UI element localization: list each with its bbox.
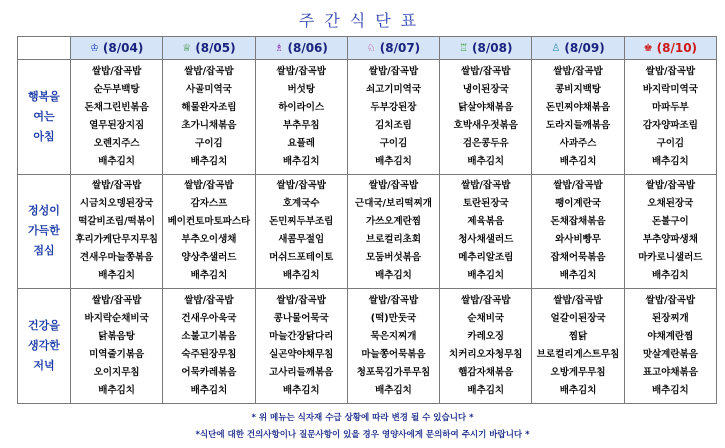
menu-item: 오렌지주스: [93, 137, 140, 149]
menu-item: 쌀밥/잡곡밥: [645, 65, 696, 77]
menu-item: 마카로니샐러드: [638, 252, 703, 264]
menu-item: 잡채어묵볶음: [550, 252, 606, 264]
menu-item: 시금치오뎅된장국: [79, 198, 154, 210]
menu-item: 새콤무절임: [278, 234, 325, 246]
menu-item: 쌀밥/잡곡밥: [184, 180, 234, 192]
menu-item: 건새우아욱국: [181, 313, 237, 325]
meal-label-line: 점심: [33, 244, 55, 258]
meal-label-line: 건강을: [28, 319, 60, 333]
day-header: [255, 37, 347, 60]
menu-cell: [163, 60, 255, 175]
menu-item: 마파두부: [651, 101, 689, 113]
menu-item: 메추리알조림: [458, 252, 514, 264]
page-title: 주간식단표: [298, 11, 427, 30]
menu-item: 바지락미역국: [642, 83, 698, 95]
day-icon: ♙: [551, 43, 561, 54]
menu-item: 표고야채볶음: [642, 367, 698, 379]
menu-item: 감자스프: [190, 198, 228, 210]
menu-item: 김치조림: [375, 119, 412, 131]
meal-label-line: 행복을: [28, 89, 60, 103]
menu-item: 부추양파생채: [642, 234, 698, 246]
day-label: (8/07): [379, 41, 421, 55]
menu-item: 쌀밥/잡곡밥: [368, 295, 419, 307]
menu-item: 쌀밥/잡곡밥: [276, 65, 326, 77]
menu-item: 어묵카레볶음: [181, 367, 237, 379]
menu-item: 쌀밥/잡곡밥: [461, 180, 511, 192]
header-row: [18, 37, 717, 60]
day-header: [347, 37, 439, 60]
menu-item: 닭볶음탕: [98, 331, 135, 343]
menu-cell: [532, 60, 624, 175]
meal-row: [18, 289, 717, 404]
menu-item: 배추김치: [282, 385, 320, 397]
menu-cell: [440, 289, 532, 404]
menu-item: 쌀밥/잡곡밥: [461, 65, 511, 77]
menu-body: [18, 60, 717, 404]
menu-item: 사과주스: [559, 137, 597, 149]
menu-item: 견새우마늘쫑볶음: [79, 252, 154, 264]
menu-item: 청포묵김가루무침: [356, 367, 431, 379]
menu-item: 검은콩두유: [462, 137, 509, 149]
menu-cell: [624, 289, 716, 404]
menu-cell: [71, 60, 163, 175]
menu-item: 가쓰오계란찜: [365, 216, 422, 228]
menu-cell: [163, 174, 255, 289]
menu-item: 쌀밥/잡곡밥: [91, 65, 142, 77]
menu-item: 와사비빵무: [555, 234, 601, 246]
menu-item: 배추김치: [98, 270, 135, 282]
menu-item: 배추김치: [190, 385, 228, 397]
menu-item: 배추김치: [559, 270, 597, 282]
menu-item: 오채된장국: [647, 198, 694, 210]
menu-item: 베이컨토마토파스타: [167, 216, 251, 228]
menu-item: 묵은지찌개: [370, 331, 417, 343]
menu-item: 감자양파조림: [642, 119, 698, 131]
menu-item: 배추김치: [559, 385, 597, 397]
menu-item: 오방게무무침: [550, 367, 606, 379]
menu-item: 쌀밥/잡곡밥: [461, 295, 511, 307]
day-header: [624, 37, 716, 60]
meal-label-line: 생각한: [28, 339, 60, 353]
menu-item: 쌀밥/잡곡밥: [91, 295, 142, 307]
menu-cell: [532, 174, 624, 289]
menu-cell: [624, 60, 716, 175]
menu-item: 쌀밥/잡곡밥: [553, 295, 603, 307]
menu-item: 열무된장지짐: [89, 119, 145, 131]
menu-item: 마늘간장닭다리: [269, 331, 334, 343]
menu-cell: [255, 60, 347, 175]
menu-item: 배추김치: [467, 385, 505, 397]
menu-item: 쌀밥/잡곡밥: [368, 65, 419, 77]
notice-text: * 위 메뉴는 식자재 수급 상황에 따라 변경 될 수 있습니다 *: [251, 413, 474, 423]
day-header: [163, 37, 255, 60]
menu-item: 돈채그린빈볶음: [84, 101, 149, 113]
menu-item: 요플레: [287, 137, 315, 149]
menu-item: 돈볼구이: [651, 216, 689, 228]
menu-item: 고사리들깨볶음: [269, 367, 334, 379]
menu-item: 초가니채볶음: [181, 119, 237, 131]
menu-item: 바지락순채비국: [84, 313, 149, 325]
day-label: (8/08): [472, 41, 513, 55]
menu-item: 호계국수: [282, 198, 320, 210]
menu-item: 마늘쫑어묵볶음: [361, 349, 426, 361]
menu-item: 호박새우젓볶음: [453, 119, 518, 131]
meal-label: [18, 289, 71, 404]
meal-label-line: 저녁: [33, 359, 55, 373]
menu-item: 배추김치: [98, 385, 135, 397]
menu-item: 쌀밥/잡곡밥: [276, 180, 326, 192]
menu-item: 사골미역국: [185, 83, 232, 95]
menu-cell: [71, 174, 163, 289]
day-header: [532, 37, 624, 60]
menu-item: 청사채샐러드: [458, 234, 514, 246]
menu-item: 미역줄기볶음: [89, 349, 145, 361]
menu-item: 닭살야채볶음: [458, 101, 514, 113]
menu-cell: [347, 174, 439, 289]
menu-item: 야채계란찜: [647, 331, 694, 343]
day-label: (8/06): [287, 41, 328, 55]
meal-row: [18, 60, 717, 175]
menu-item: 구이김: [195, 137, 223, 149]
menu-item: 버섯탕: [287, 83, 315, 95]
menu-cell: [71, 289, 163, 404]
menu-item: 배추김치: [651, 270, 689, 282]
menu-item: 모둠버섯볶음: [365, 252, 422, 264]
menu-item: 배추김치: [375, 385, 412, 397]
menu-item: 쇠고기미역국: [365, 83, 422, 95]
menu-item: 오이지무침: [93, 367, 140, 379]
menu-item: 구이김: [379, 137, 408, 149]
menu-item: 돈민찌두부조림: [269, 216, 334, 228]
menu-item: 찜닭: [568, 331, 588, 343]
menu-item: 배추김치: [651, 385, 689, 397]
meal-label: [18, 174, 71, 289]
menu-cell: [440, 174, 532, 289]
menu-item: 쌀밥/잡곡밥: [553, 65, 603, 77]
inquiry-notice-text: *식단에 대한 건의사항이나 질문사항이 있을 경우 영양사에게 문의하여 주시기 바랍니다 *: [195, 430, 530, 440]
menu-cell: [255, 289, 347, 404]
menu-item: 배추김치: [190, 270, 228, 282]
menu-item: 브로컬리초회: [365, 234, 422, 246]
menu-item: 치커리오자청무침: [449, 349, 523, 361]
menu-item: 쌀밥/잡곡밥: [276, 295, 326, 307]
menu-item: 쌀밥/잡곡밥: [553, 180, 603, 192]
menu-item: 팽이계란국: [555, 198, 601, 210]
menu-item: 쌀밥/잡곡밥: [645, 295, 696, 307]
menu-item: 배추김치: [467, 270, 505, 282]
menu-item: 콩나물어묵국: [273, 313, 329, 325]
menu-item: 돈채잡채볶음: [550, 216, 606, 228]
menu-item: 배추김치: [375, 270, 412, 282]
menu-item: 쌀밥/잡곡밥: [645, 180, 696, 192]
day-icon: ♖: [459, 43, 469, 54]
menu-item: 쌀밥/잡곡밥: [368, 180, 419, 192]
meal-label: [18, 60, 71, 175]
menu-item: 브로컬리게스트무침: [536, 349, 620, 361]
menu-item: 햄감자채볶음: [458, 367, 514, 379]
meal-label-line: 여는: [33, 109, 55, 123]
menu-item: 쌀밥/잡곡밥: [184, 295, 234, 307]
menu-item: 배추김치: [651, 155, 689, 167]
menu-item: 도라지들깨볶음: [545, 119, 611, 131]
menu-cell: [532, 289, 624, 404]
day-header: [440, 37, 532, 60]
meal-label-line: 아침: [33, 129, 55, 143]
day-icon: ♗: [274, 43, 284, 54]
day-header: [71, 37, 163, 60]
menu-cell: [624, 174, 716, 289]
menu-item: 배추김치: [282, 270, 320, 282]
meal-label-line: 정성이: [28, 204, 60, 218]
menu-item: 배추김치: [375, 155, 412, 167]
menu-item: 토란된장국: [462, 198, 509, 210]
menu-item: 두부강된장: [370, 101, 417, 113]
day-icon: ♕: [182, 43, 192, 54]
menu-cell: [347, 289, 439, 404]
menu-cell: [163, 289, 255, 404]
menu-item: 콩비지백탕: [555, 83, 601, 95]
menu-item: 배추김치: [98, 155, 135, 167]
menu-item: 떡갈비조림/떡볶이: [78, 216, 156, 228]
menu-item: 순두부백탕: [93, 83, 140, 95]
day-icon: ♘: [366, 43, 376, 54]
menu-item: 배추김치: [467, 155, 505, 167]
weekly-menu-table: [17, 36, 717, 404]
menu-cell: [440, 60, 532, 175]
menu-item: 쌀밥/잡곡밥: [184, 65, 234, 77]
day-label: (8/05): [195, 41, 236, 55]
meal-row: [18, 174, 717, 289]
menu-item: 소불고기볶음: [181, 331, 237, 343]
day-label: (8/04): [102, 41, 144, 55]
menu-cell: [347, 60, 439, 175]
menu-item: 맛살계란볶음: [642, 349, 698, 361]
menu-item: 부추오이생채: [181, 234, 237, 246]
menu-item: (떡)만둣국: [370, 313, 417, 325]
menu-item: 후리가케단무지무침: [75, 234, 158, 246]
menu-item: 근대국/보리떡찌개: [355, 198, 432, 210]
corner-cell: [18, 37, 71, 60]
menu-item: 배추김치: [559, 155, 597, 167]
menu-item: 양상추샐러드: [181, 252, 237, 264]
day-label: (8/09): [564, 41, 605, 55]
menu-item: 실곤약야채무침: [269, 349, 334, 361]
menu-item: 하이라이스: [278, 101, 325, 113]
menu-item: 배추김치: [190, 155, 228, 167]
menu-cell: [255, 174, 347, 289]
menu-item: 부추무침: [282, 119, 320, 131]
menu-item: 순채비국: [467, 313, 505, 325]
menu-item: 구이김: [656, 137, 685, 149]
menu-item: 된장찌개: [651, 313, 689, 325]
menu-item: 돈민찌야채볶음: [545, 101, 611, 113]
menu-item: 제육볶음: [467, 216, 505, 228]
menu-item: 쌀밥/잡곡밥: [91, 180, 142, 192]
menu-item: 얼갈이된장국: [550, 313, 606, 325]
menu-item: 카레오징: [467, 331, 505, 343]
menu-item: 머쉬드포테이토: [269, 252, 334, 264]
meal-label-line: 가득한: [28, 224, 60, 238]
menu-item: 숙주된장무침: [181, 349, 237, 361]
menu-item: 배추김치: [282, 155, 320, 167]
day-label: (8/10): [656, 41, 698, 55]
menu-item: 해물완자조림: [181, 101, 237, 113]
menu-item: 냉이된장국: [462, 83, 509, 95]
day-icon: ♚: [643, 43, 653, 54]
day-icon: ♔: [89, 43, 99, 54]
